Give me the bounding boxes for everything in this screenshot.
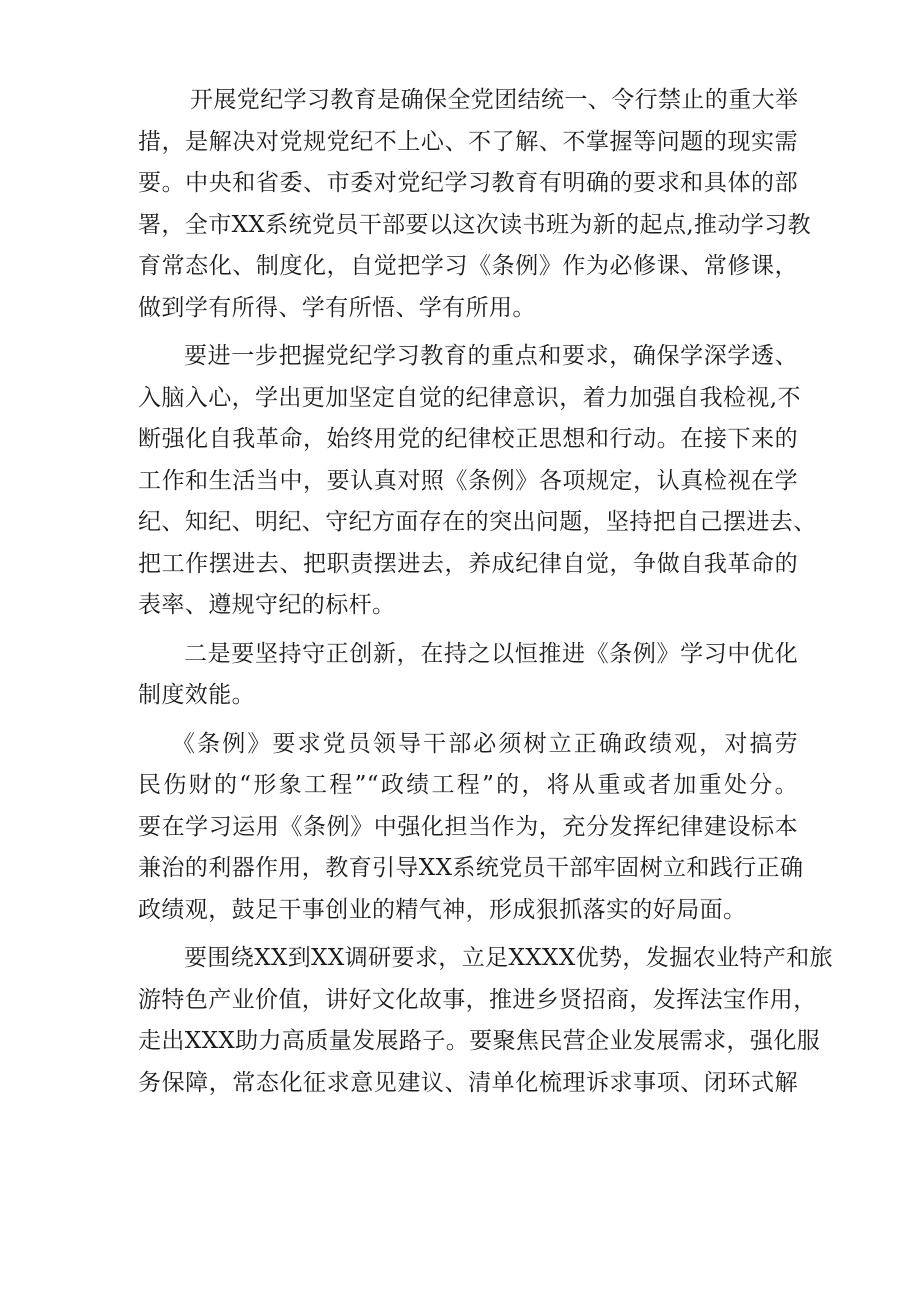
text-line: 把工作摆进去、把职责摆进去，养成纪律自觉，争做自我革命的 (138, 550, 798, 577)
text-line: 要围绕XX到XX调研要求，立足XXXX优势，发掘农业特产和旅 (184, 945, 833, 971)
text-line: 署，全市XX系统党员干部要以这次读书班为新的起点,推动学习教 (138, 211, 812, 238)
paragraph-5 (138, 938, 833, 1104)
text-line: 游特色产业价值，讲好文化故事，推进乡贤招商，发挥法宝作用， (138, 986, 817, 1013)
text-line: 二是要坚持守正创新，在持之以恒推进《条例》学习中优化 (184, 640, 798, 667)
text-line: 措，是解决对党规党纪不上心、不了解、不掌握等问题的现实需 (138, 128, 798, 155)
text-line: 民伤财的“形象工程”“政绩工程”的，将从重或者加重处分。 (138, 772, 798, 798)
text-line: 入脑入心，学出更加坚定自觉的纪律意识，着力加强自我检视,不 (138, 384, 801, 411)
text-line: 育常态化、制度化，自觉把学习《条例》作为必修课、常修课， (138, 253, 798, 279)
text-line: 走出XXX助力高质量发展路子。要聚焦民营企业发展需求，强化服 (138, 1028, 821, 1054)
text-line: 纪、知纪、明纪、守纪方面存在的突出问题，坚持把自己摆进去、 (138, 509, 817, 535)
text-line: 兼治的利器作用，教育引导XX系统党员干部牢固树立和践行正确 (138, 855, 804, 881)
text-line: 做到学有所得、学有所悟、学有所用。 (138, 294, 536, 321)
text-line: 要进一步把握党纪学习教育的重点和要求，确保学深学透、 (184, 343, 798, 369)
text-line: 要。中央和省委、市委对党纪学习教育有明确的要求和具体的部 (138, 170, 798, 196)
document-body (138, 80, 833, 1111)
text-line: 断强化自我革命，始终用党的纪律校正思想和行动。在接下来的 (138, 426, 798, 452)
text-line: 务保障，常态化征求意见建议、清单化梳理诉求事项、闭环式解 (138, 1069, 798, 1096)
text-line: 工作和生活当中，要认真对照《条例》各项规定，认真检视在学 (138, 467, 798, 494)
paragraph-3 (138, 634, 798, 717)
text-line: 政绩观，鼓足干事创业的精气神，形成狠抓落实的好局面。 (138, 896, 747, 923)
text-line: 要在学习运用《条例》中强化担当作为，充分发挥纪律建设标本 (138, 813, 798, 840)
text-line: 《条例》要求党员领导干部必须树立正确政绩观，对搞劳 (172, 730, 798, 757)
paragraph-2 (138, 336, 817, 627)
text-line: 表率、遵规守纪的标杆。 (138, 592, 396, 618)
text-line: 开展党纪学习教育是确保全党团结统一、令行禁止的重大举 (190, 87, 799, 113)
text-line: 制度效能。 (138, 682, 255, 708)
paragraph-1 (138, 80, 812, 329)
paragraph-4 (138, 724, 804, 932)
